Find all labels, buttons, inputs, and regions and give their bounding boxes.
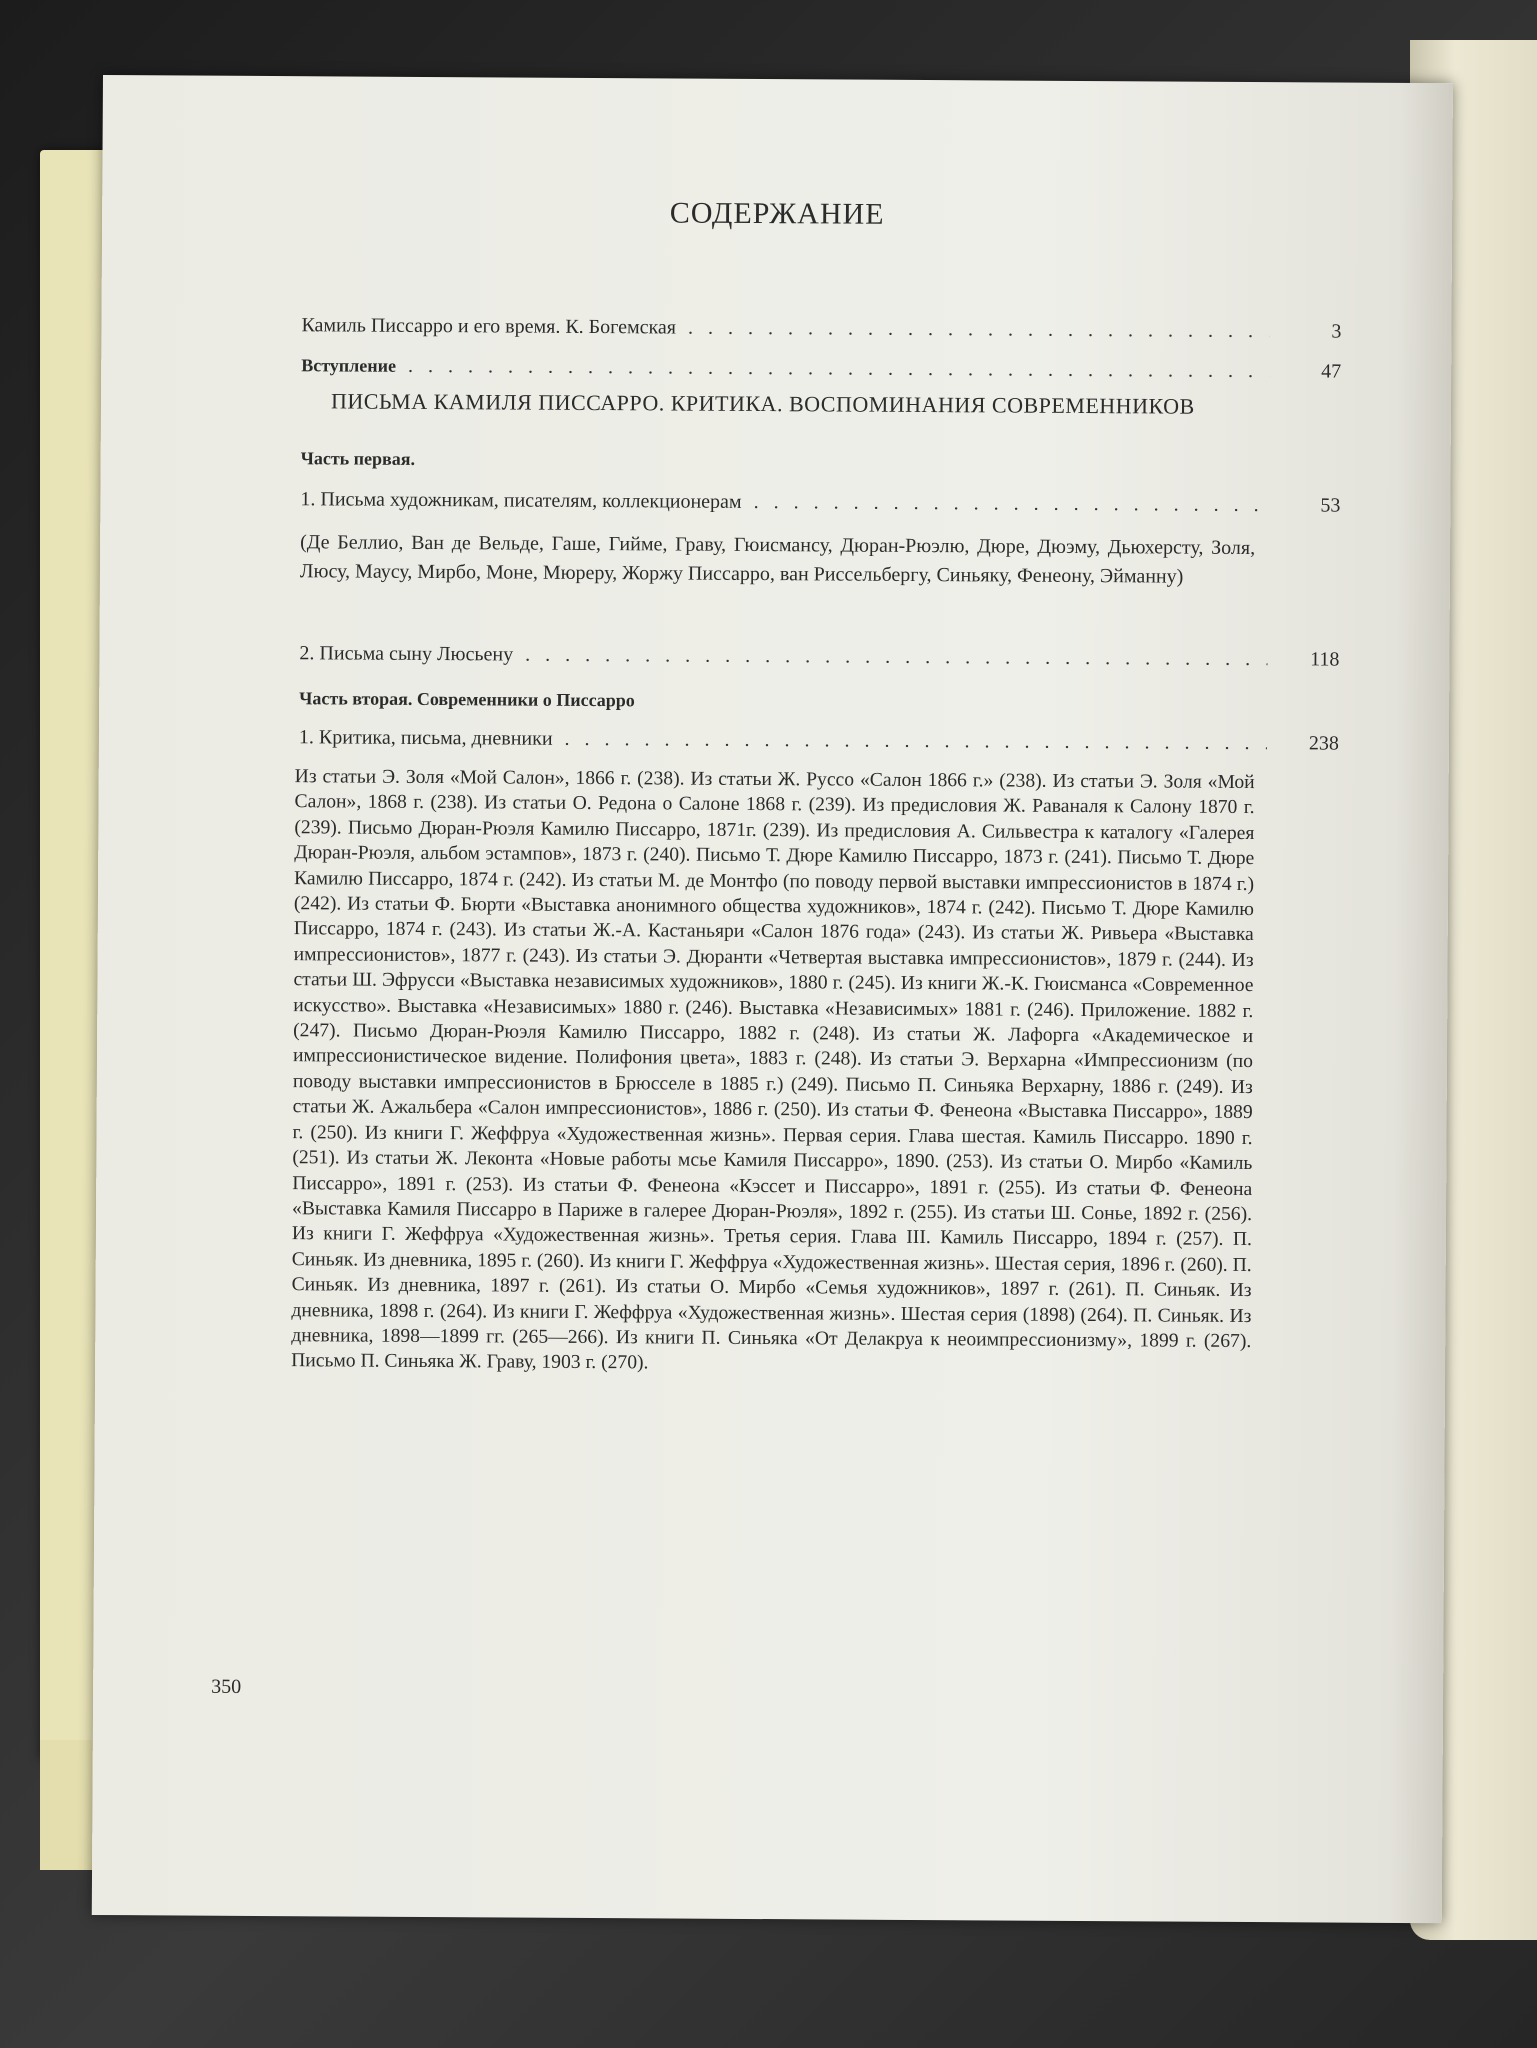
toc-entry-part1-lucien bbox=[299, 642, 1339, 671]
book-page bbox=[92, 75, 1453, 1923]
dot-leader bbox=[688, 317, 1270, 344]
toc-entry-label: 1. Критика, письма, дневники bbox=[298, 726, 553, 750]
criticism-contents: Из статьи Э. Золя «Мой Салон», 1866 г. (238). Из статьи Ж. Руссо «Салон 1866 г.» (238). Из статьи Э. Золя «Мой Салон», 1868 г. (238). Из статьи О. Редона о Салоне 1868 г. (239). Из предисловия Ж. Раваналя к Салону 1870 г. (239). Письмо Дюран-Рюэля Камилю Писсарро, 1871г. (239). Из предисловия А. Сильвестра к каталогу «Галерея Дюран-Рюэля, альбом эстампов», 1873 г. (240). Письмо Т. Дюре Камилю Писсарро, 1873 г. (241). Письмо Т. Дюре Камилю Писсарро, 1874 г. (242). Из статьи М. де Монтфо (по поводу первой выставки импрессионистов в 1874 г.) (242). Из статьи Ф. Бюрти «Выставка анонимного общества художников», 1874 г. (242). Письмо Т. Дюре Камилю Писсарро, 1874 г. (243). Из статьи Ж.-А. Кастаньяри «Салон 1876 года» (243). Из статьи Ж. Ривьера «Выставка импрессионистов», 1877 г. (243). Из статьи Э. Дюранти «Четвертая выставка импрессионистов», 1879 г. (244). Из статьи Ш. Эфрусси «Выставка независимых художников», 1880 г. (245). Из книги Ж.-К. Гюисманса «Современное искусство». Выставка «Независимых» 1880 г. (246). Выставка «Независимых» 1881 г. (246). Приложение. 1882 г. (247). Письмо Дюран-Рюэля Камилю Писсарро, 1882 г. (248). Из статьи Ж. Лафорга «Академическое и импрессионистическое видение. Полифония цвета», 1883 г. (248). Из статьи Э. Верхарна «Импрессионизм (по поводу выставки импрессионистов в Брюсселе в 1885 г.) (249). Письмо П. Синьяка Верхарну, 1886 г. (249). Из статьи Ж. Ажальбера «Салон импрессионистов», 1886 г. (250). Из статьи Ф. Фенеона «Выставка Писсарро», 1889 г. (250). Из книги Г. Жеффруа «Художественная жизнь». Первая серия. Глава шестая. Камиль Писсарро. 1890 г. (251). Из статьи Ж. Леконта «Новые работы мсье Камиля Писсарро», 1890. (253). Из статьи О. Мирбо «Камиль Писсарро», 1891 г. (253). Из статьи Ф. Фенеона «Кэссет и Писсарро», 1891 г. (255). Из статьи Ф. Фенеона «Выставка Камиля Писсарро в Париже в галерее Дюран-Рюэля», 1892 г. (255). Из статьи Ш. Сонье, 1892 г. (256). Из книги Г. Жеффруа «Художественная жизнь». Третья серия. Глава III. Камиль Писсарро, 1894 г. (257). П. Синьяк. Из дневника, 1895 г. (260). Из книги Г. Жеффруа «Художественная жизнь». Шестая серия, 1896 г. (260). П. Синьяк. Из дневника, 1897 г. (261). Из статьи О. Мирбо «Семья художников», 1897 г. (261). П. Синьяк. Из дневника, 1898 г. (264). Из книги Г. Жеффруа «Художественная жизнь». Шестая серия (1898) (264). П. Синьяк. Из дневника, 1898—1899 гг. (265—266). Из книги П. Синьяка «От Делакруа к неоимпрессионизму», 1899 г. (267). Письмо П. Синьяка Ж. Граву, 1903 г. (270). bbox=[291, 766, 1255, 1374]
dot-leader bbox=[754, 491, 1269, 517]
toc-entry-page: 118 bbox=[1310, 648, 1340, 671]
page-heading: СОДЕРЖАНИЕ bbox=[669, 196, 885, 231]
toc-entry-page: 238 bbox=[1308, 732, 1340, 755]
dot-leader bbox=[564, 728, 1267, 755]
dot-leader bbox=[408, 355, 1269, 383]
toc-entry-label: Вступление bbox=[301, 355, 397, 376]
page-number: 350 bbox=[211, 1675, 242, 1698]
toc-entry-part1-letters bbox=[300, 488, 1340, 517]
section-title: ПИСЬМА КАМИЛЯ ПИССАРРО. КРИТИКА. ВОСПОМИНАНИЯ СОВРЕМЕННИКОВ bbox=[330, 388, 1195, 419]
toc-entry-page: 47 bbox=[1321, 360, 1342, 383]
toc-entry-label: 1. Письма художникам, писателям, коллекционерам bbox=[300, 488, 742, 513]
toc-entry-intro bbox=[301, 314, 1341, 343]
dot-leader bbox=[525, 644, 1267, 672]
toc-entry-part2-criticism bbox=[299, 726, 1339, 755]
part-two-title: Часть вторая. Современники о Писсарро bbox=[299, 688, 635, 711]
toc-entry-label: Камиль Писсарро и его время. К. Богемская bbox=[301, 314, 677, 339]
toc-entry-page: 53 bbox=[1320, 494, 1341, 517]
toc-entry-page: 3 bbox=[1331, 320, 1342, 343]
part-one-title: Часть первая. bbox=[300, 448, 416, 469]
toc-entry-preface bbox=[301, 354, 1341, 383]
toc-entry-label: 2. Письма сыну Люсьену bbox=[299, 642, 514, 666]
recipients-list: (Де Беллио, Ван де Вельде, Гаше, Гийме, Граву, Гюисмансу, Дюран-Рюэлю, Дюре, Дюэму, Дьюхерсту, Золя, Люсу, Маусу, Мирбо, Моне, Мюреру, Жоржу Писсарро, ван Риссельбергу, Синьяку, Фенеону, Эйманну) bbox=[299, 531, 1256, 588]
